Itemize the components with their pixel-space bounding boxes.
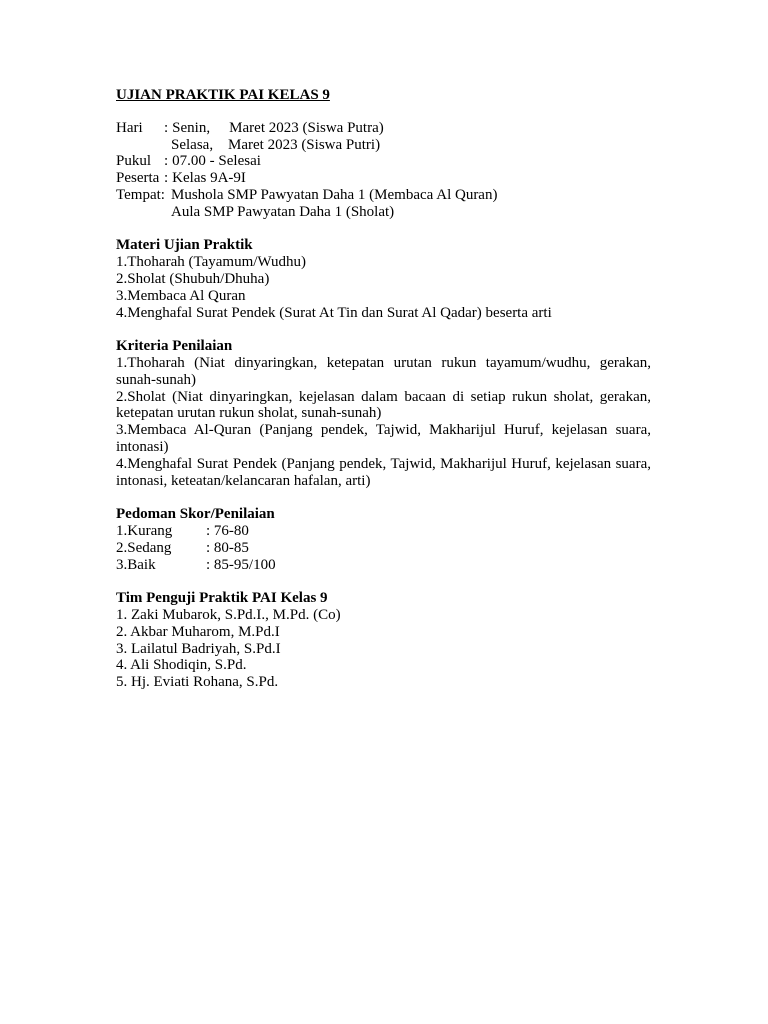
score-label: 3.Baik <box>116 556 156 573</box>
list-item: 4. Ali Shodiqin, S.Pd. <box>116 657 247 674</box>
score-label: 2.Sedang <box>116 539 172 556</box>
score-value: : 80-85 <box>206 539 249 556</box>
pedoman-section <box>116 506 651 573</box>
list-item: 1.Thoharah (Niat dinyaringkan, ketepatan urutan rukun tayamum/wudhu, gerakan, sunah-sunah) <box>116 354 651 388</box>
document-body <box>116 87 651 691</box>
tempat-value-2: Aula SMP Pawyatan Daha 1 (Sholat) <box>171 203 395 220</box>
list-item: 3. Lailatul Badriyah, S.Pd.I <box>116 640 281 657</box>
materi-section <box>116 237 651 321</box>
score-row <box>116 540 651 557</box>
list-item: 5. Hj. Eviati Rohana, S.Pd. <box>116 674 279 691</box>
hari-day-1: Senin, <box>172 119 211 136</box>
document-title: UJIAN PRAKTIK PAI KELAS 9 <box>116 87 330 103</box>
kriteria-heading: Kriteria Penilaian <box>116 338 233 355</box>
tempat-row-2 <box>116 204 651 221</box>
tempat-value-1: Mushola SMP Pawyatan Daha 1 (Membaca Al Quran) <box>171 186 498 203</box>
tempat-row <box>116 187 651 204</box>
list-item: 2.Sholat (Shubuh/Dhuha) <box>116 270 270 287</box>
score-label: 1.Kurang <box>116 522 173 539</box>
list-item: 1.Thoharah (Tayamum/Wudhu) <box>116 254 306 271</box>
peserta-sep: : <box>164 170 169 187</box>
hari-date-2: Maret 2023 (Siswa Putri) <box>228 136 381 153</box>
score-row <box>116 523 651 540</box>
hari-row-2 <box>116 137 651 154</box>
kriteria-section <box>116 338 651 489</box>
peserta-row <box>116 170 651 187</box>
list-item: 4.Menghafal Surat Pendek (Panjang pendek, Tajwid, Makharijul Huruf, kejelasan suara, intonasi, keteatan/kelancaran hafalan, arti) <box>116 455 651 489</box>
pukul-row <box>116 153 651 170</box>
hari-sep: : <box>164 119 169 136</box>
peserta-value: Kelas 9A-9I <box>172 170 246 187</box>
score-value: : 76-80 <box>206 522 249 539</box>
hari-label: Hari <box>116 119 143 136</box>
list-item: 2. Akbar Muharom, M.Pd.I <box>116 623 280 640</box>
list-item: 3.Membaca Al Quran <box>116 287 246 304</box>
list-item: 4.Menghafal Surat Pendek (Surat At Tin dan Surat Al Qadar) beserta arti <box>116 304 552 321</box>
tempat-label: Tempat: <box>116 186 165 203</box>
penguji-section <box>116 590 651 691</box>
hari-date-1: Maret 2023 (Siswa Putra) <box>229 119 384 136</box>
list-item: 2.Sholat (Niat dinyaringkan, kejelasan dalam bacaan di setiap rukun sholat, gerakan, ketepatan urutan rukun sholat, sunah-sunah) <box>116 388 651 422</box>
pedoman-heading: Pedoman Skor/Penilaian <box>116 506 275 523</box>
hari-day-2: Selasa, <box>171 136 214 153</box>
pukul-sep: : <box>164 153 169 170</box>
pukul-label: Pukul <box>116 153 152 170</box>
list-item: 3.Membaca Al-Quran (Panjang pendek, Tajwid, Makharijul Huruf, kejelasan suara, intonasi) <box>116 422 651 455</box>
score-value: : 85-95/100 <box>206 556 276 573</box>
pukul-value: 07.00 - Selesai <box>172 153 261 170</box>
schedule-info <box>116 120 651 221</box>
materi-heading: Materi Ujian Praktik <box>116 237 253 254</box>
penguji-heading: Tim Penguji Praktik PAI Kelas 9 <box>116 590 328 607</box>
hari-row <box>116 120 651 137</box>
peserta-label: Peserta <box>116 170 160 187</box>
list-item: 1. Zaki Mubarok, S.Pd.I., M.Pd. (Co) <box>116 606 341 623</box>
score-row <box>116 557 651 574</box>
